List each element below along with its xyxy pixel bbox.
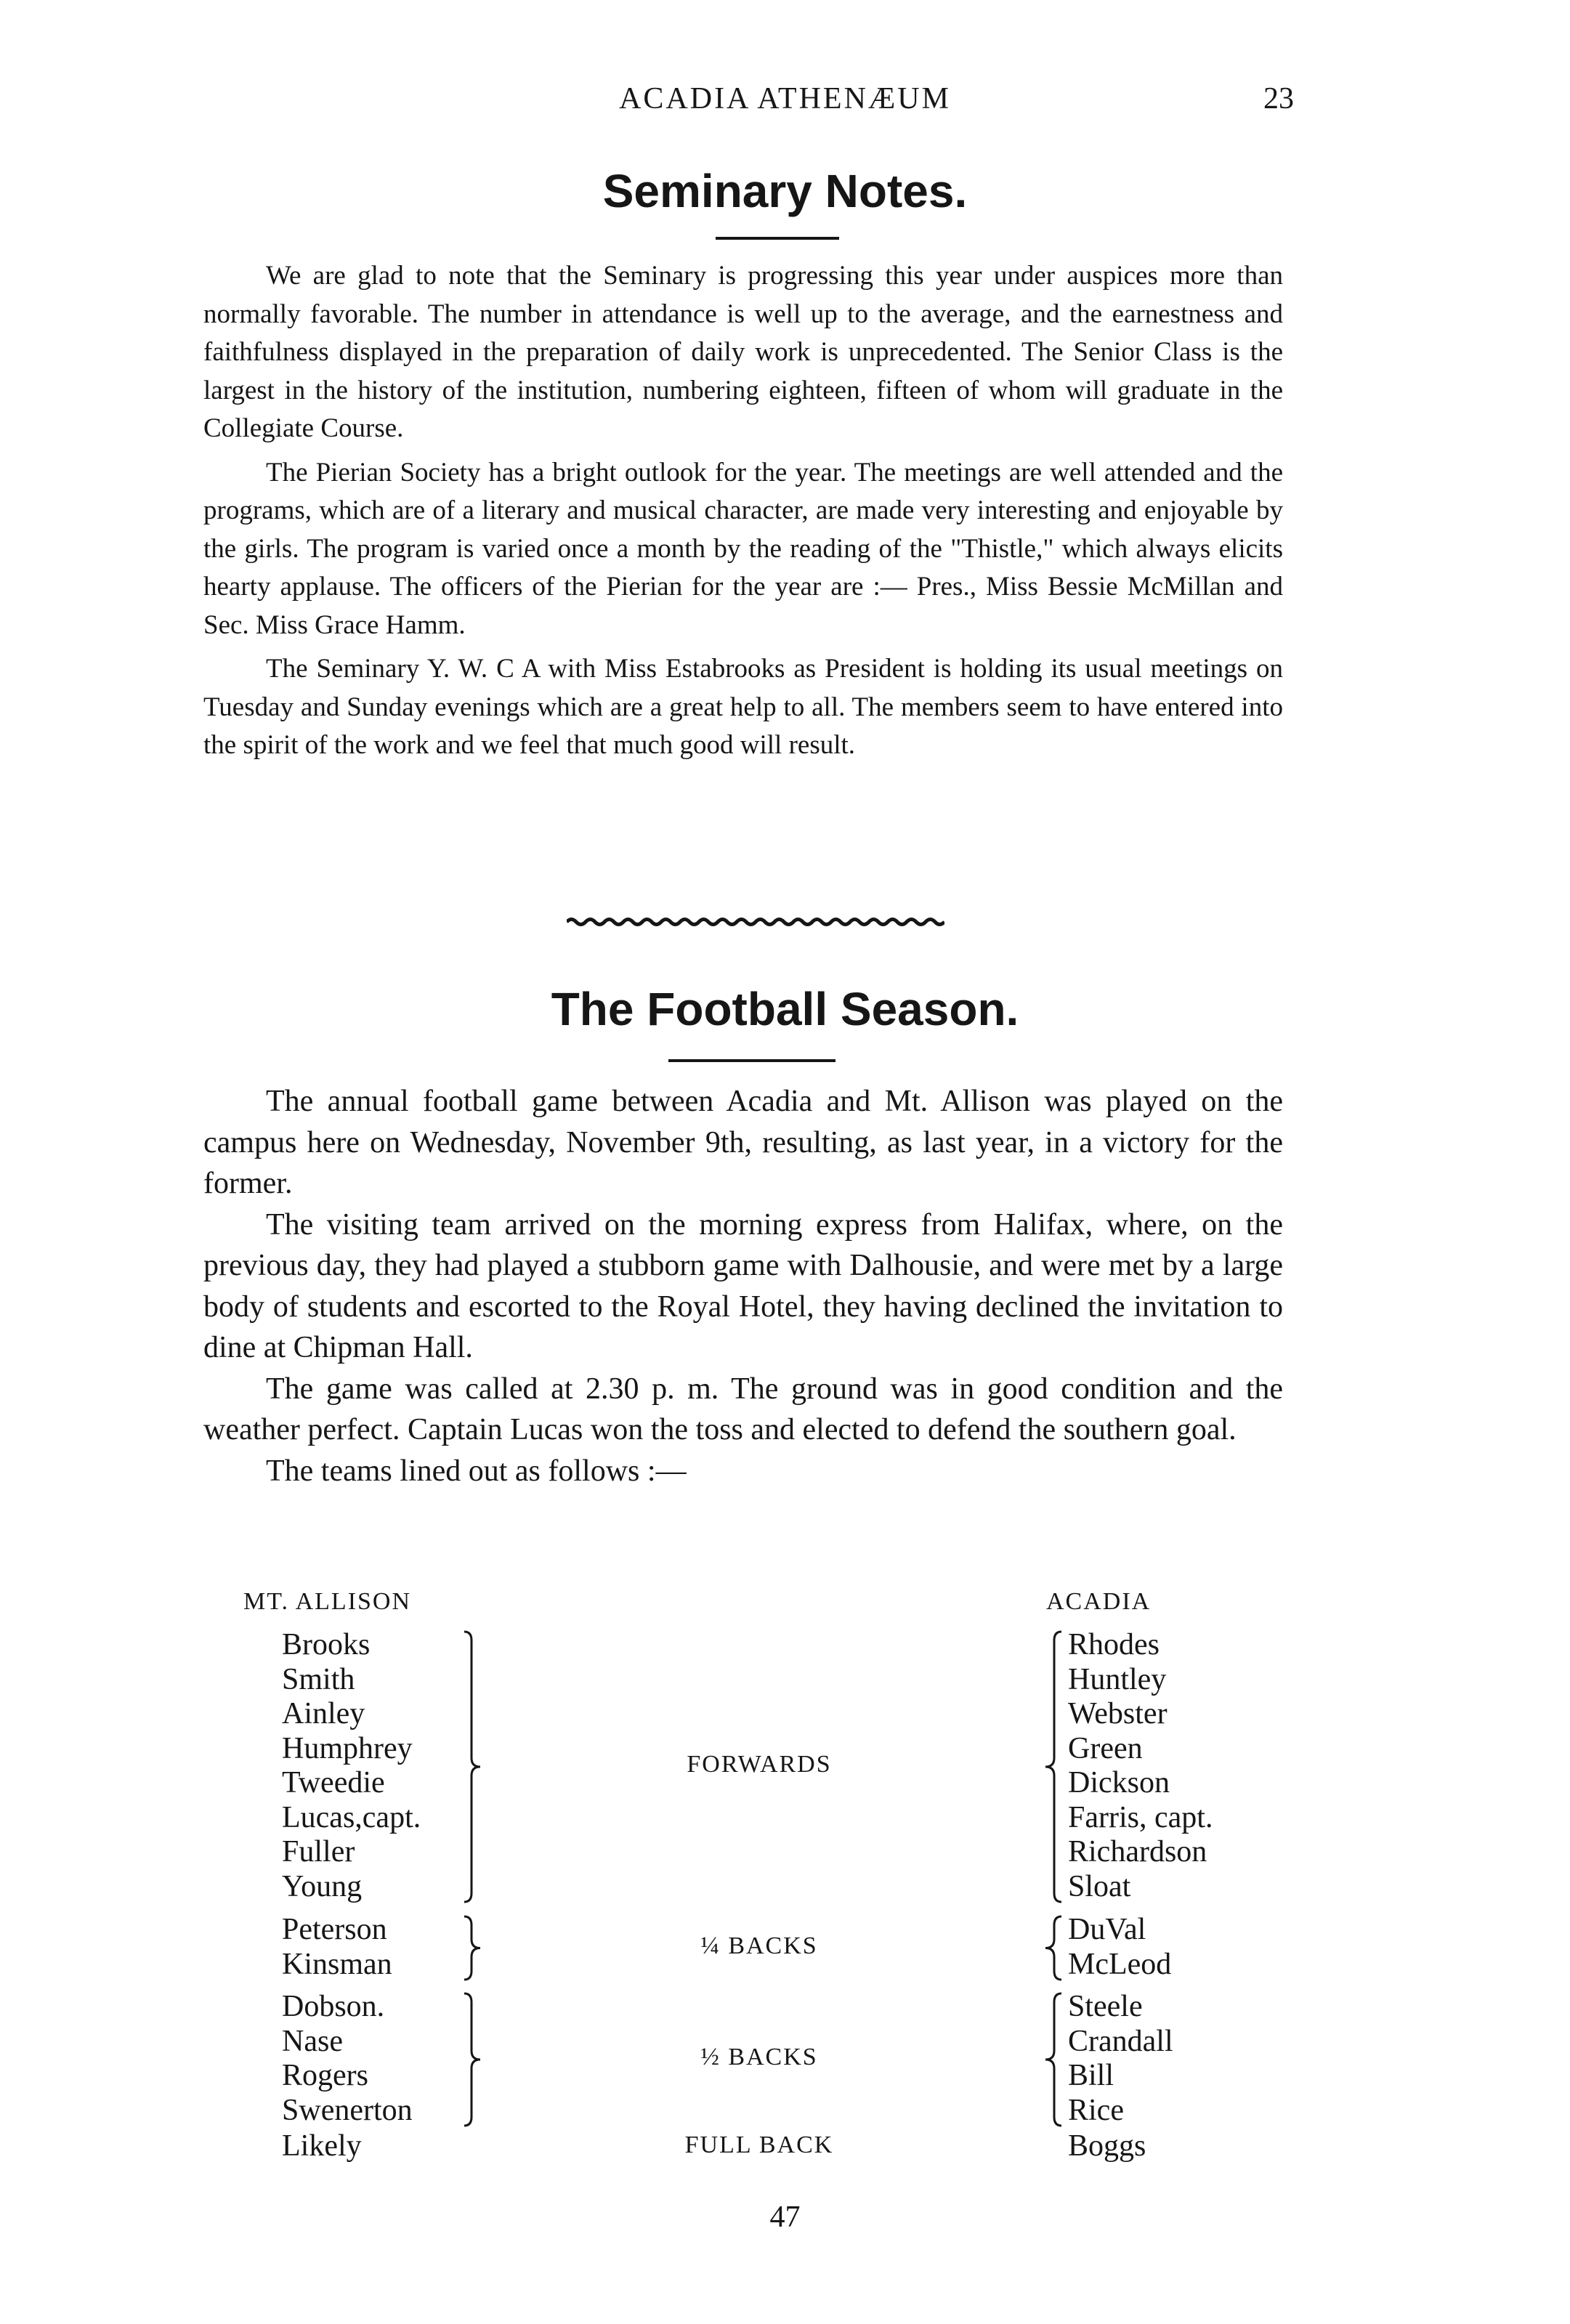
seminary-notes-body	[203, 257, 1283, 765]
paragraph: The game was called at 2.30 p. m. The ground was in good condition and the weather perfect. Captain Lucas won the toss and elected to defend the southern goal.	[203, 1372, 1283, 1446]
mt-allison-player: Swenerton	[282, 2093, 413, 2127]
paragraph: The Seminary Y. W. C A with Miss Estabrooks as President is holding its usual meetings on Tuesday and Sunday evenings which are a great help to all. The members seem to have entered into the spirit of the work and we feel that much good will result.	[203, 654, 1283, 760]
mt-allison-player: Ainley	[282, 1697, 365, 1730]
paragraph: The Pierian Society has a bright outlook for the year. The meetings are well attended and the programs, which are of a literary and musical character, are made very interesting and enjoyable by the girls. The program is varied once a month by the reading of the "Thistle," which always elicits hearty applause. The officers of the Pierian for the year are :— Pres., Miss Bessie McMillan and Sec. Miss Grace Hamm.	[203, 457, 1283, 640]
position-label: ¼ BACKS	[700, 1932, 818, 1959]
title-rule	[716, 237, 839, 240]
right-team-heading: ACADIA	[1046, 1588, 1152, 1615]
left-team-heading: MT. ALLISON	[243, 1588, 412, 1615]
folio-number: 47	[769, 2200, 801, 2234]
acadia-player: Green	[1068, 1731, 1143, 1765]
mt-allison-player: Smith	[282, 1662, 355, 1696]
right-brace	[461, 1630, 483, 1903]
football-season-body	[203, 1081, 1283, 1491]
football-season-title: The Football Season.	[551, 983, 1019, 1035]
mt-allison-player: Humphrey	[282, 1731, 413, 1765]
mt-allison-player: Tweedie	[282, 1766, 385, 1799]
acadia-player: Webster	[1068, 1697, 1168, 1730]
mt-allison-player: Fuller	[282, 1835, 355, 1868]
mt-allison-player: Young	[282, 1869, 363, 1903]
mt-allison-player: Likely	[282, 2129, 362, 2163]
acadia-player: Huntley	[1068, 1662, 1167, 1696]
paragraph: We are glad to note that the Seminary is progressing this year under auspices more than normally favorable. The number in attendance is well up to the average, and the earnestness and faithfulness displayed in the preparation of daily work is unprecedented. The Senior Class is the largest in the history of the institution, numbering eighteen, fifteen of whom will graduate in the Collegiate Course.	[203, 261, 1283, 443]
acadia-player: Rhodes	[1068, 1628, 1160, 1661]
left-brace	[1043, 1992, 1064, 2127]
mt-allison-player: Peterson	[282, 1913, 387, 1946]
paragraph: The visiting team arrived on the morning express from Halifax, where, on the previous day, they had played a stubborn game with Dalhousie, and were met by a large body of students and escorted to the Royal Hotel, they having declined the invitation to dine at Chipman Hall.	[203, 1207, 1283, 1364]
page-header	[0, 81, 1570, 125]
mt-allison-player: Lucas,capt.	[282, 1800, 421, 1834]
seminary-notes-title: Seminary Notes.	[602, 165, 968, 217]
acadia-player: Sloat	[1068, 1869, 1131, 1903]
acadia-player: Crandall	[1068, 2024, 1173, 2058]
position-label: FULL BACK	[684, 2131, 834, 2158]
mt-allison-player: Brooks	[282, 1628, 371, 1661]
mt-allison-player: Dobson.	[282, 1990, 385, 2023]
title-rule	[668, 1059, 835, 1062]
acadia-player: McLeod	[1068, 1947, 1172, 1981]
mt-allison-player: Rogers	[282, 2059, 368, 2092]
right-brace	[461, 1992, 483, 2127]
position-label: ½ BACKS	[700, 2044, 818, 2070]
mt-allison-player: Nase	[282, 2024, 343, 2058]
paragraph: The annual football game between Acadia and Mt. Allison was played on the campus here on Wednesday, November 9th, resulting, as last year, in a victory for the former.	[203, 1085, 1283, 1200]
acadia-player: Richardson	[1068, 1835, 1207, 1868]
ornament-divider	[567, 917, 944, 927]
running-title: ACADIA ATHENÆUM	[619, 82, 951, 116]
acadia-player: Boggs	[1068, 2129, 1146, 2163]
acadia-player: Steele	[1068, 1990, 1143, 2023]
acadia-player: Rice	[1068, 2093, 1124, 2127]
acadia-player: Bill	[1068, 2059, 1114, 2092]
position-label: FORWARDS	[687, 1751, 832, 1778]
mt-allison-player: Kinsman	[282, 1947, 392, 1981]
acadia-player: DuVal	[1068, 1913, 1146, 1946]
left-brace	[1043, 1630, 1064, 1903]
paragraph: The teams lined out as follows :—	[266, 1454, 687, 1488]
left-brace	[1043, 1915, 1064, 1981]
page-number: 23	[1263, 82, 1294, 116]
acadia-player: Farris, capt.	[1068, 1800, 1213, 1834]
acadia-player: Dickson	[1068, 1766, 1170, 1799]
right-brace	[461, 1915, 483, 1981]
